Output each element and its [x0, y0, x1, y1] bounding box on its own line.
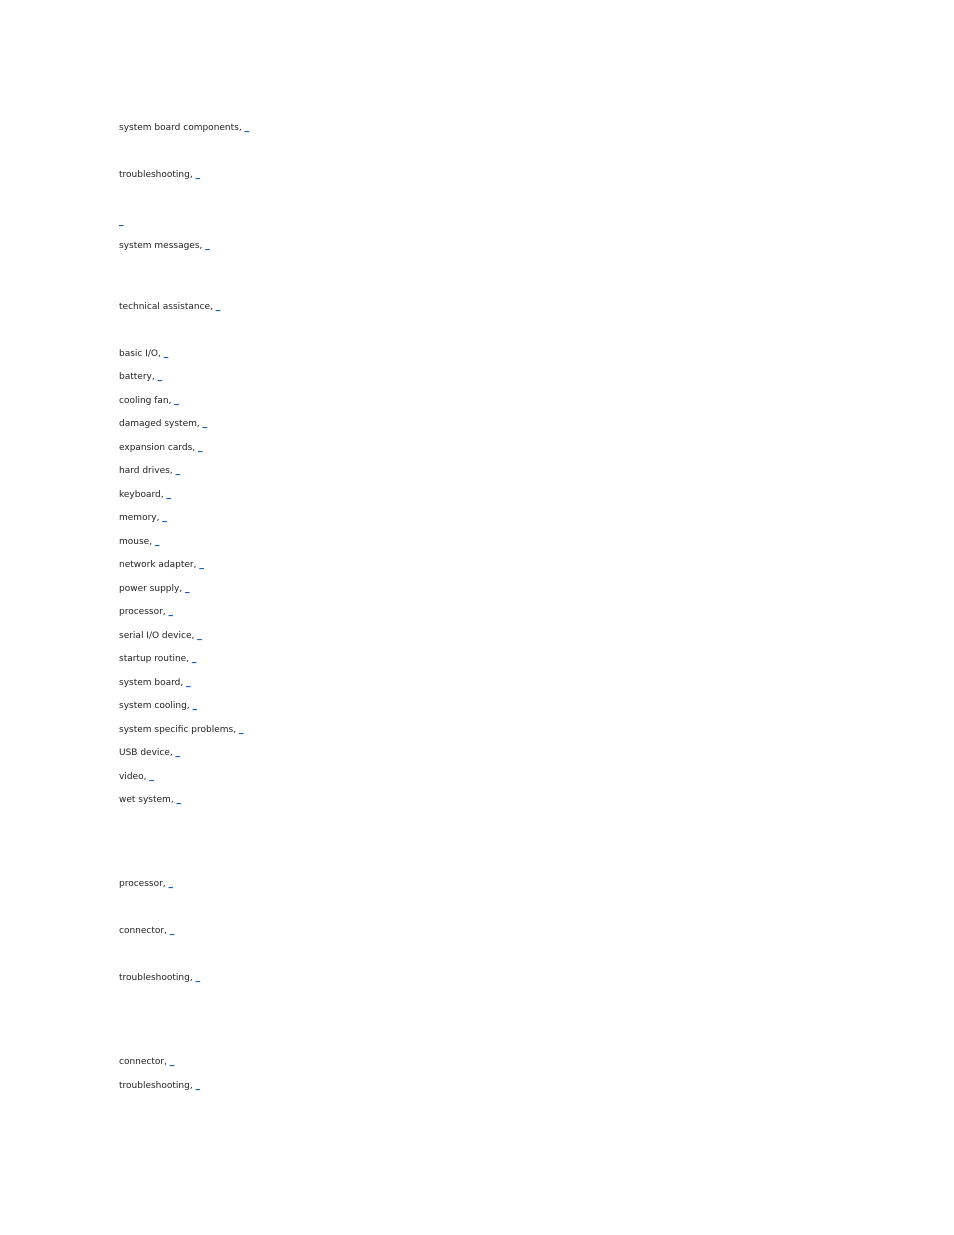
index-entry-troubleshooting	[119, 972, 200, 984]
index-entry-wet-system	[119, 794, 181, 806]
page-link[interactable]: _	[168, 607, 174, 617]
index-entry-processor	[119, 606, 173, 618]
entry-label: cooling fan,	[119, 396, 175, 406]
page-link[interactable]: _	[168, 879, 174, 889]
index-entry-connector	[119, 925, 174, 937]
index-entry-system-board-components	[119, 122, 249, 134]
index-entry-battery	[119, 371, 162, 383]
index-entry-expansion-cards	[119, 442, 203, 454]
page-link[interactable]: _	[202, 419, 208, 429]
page-link[interactable]: _	[174, 396, 179, 406]
page-link[interactable]: _	[199, 560, 204, 570]
page-link[interactable]: _	[192, 701, 197, 711]
entry-label: troubleshooting,	[119, 973, 196, 983]
page-link[interactable]: _	[238, 725, 244, 735]
entry-label: system messages,	[119, 241, 206, 251]
index-entry-processor	[119, 878, 173, 890]
entry-label: processor,	[119, 879, 169, 889]
entry-label: serial I/O device,	[119, 631, 198, 641]
page-link[interactable]: _	[162, 513, 167, 523]
page-link[interactable]: _	[195, 973, 201, 983]
entry-label: troubleshooting,	[119, 170, 196, 180]
page-link[interactable]: _	[244, 123, 250, 133]
entry-label: technical assistance,	[119, 302, 216, 312]
index-entry-basic-io	[119, 348, 168, 360]
page-link[interactable]: _	[195, 1081, 201, 1091]
entry-label: video,	[119, 772, 150, 782]
entry-label: system cooling,	[119, 701, 193, 711]
page-link[interactable]: _	[191, 654, 197, 664]
entry-label: system board,	[119, 678, 187, 688]
page-link[interactable]: _	[205, 241, 210, 251]
index-entry-technical-assistance	[119, 301, 220, 313]
index-entry-video	[119, 771, 154, 783]
index-entry-mouse	[119, 536, 159, 548]
page-link[interactable]: _	[215, 302, 221, 312]
index-entry-system-cooling	[119, 700, 197, 712]
page-link[interactable]: _	[185, 584, 190, 594]
index-entry-hard-drives	[119, 465, 180, 477]
index-entry-power-supply	[119, 583, 190, 595]
page-link[interactable]: _	[149, 772, 154, 782]
entry-label: wet system,	[119, 795, 177, 805]
entry-label: keyboard,	[119, 490, 167, 500]
page-link[interactable]: _	[169, 1057, 175, 1067]
index-entry-cooling-fan	[119, 395, 179, 407]
entry-label: hard drives,	[119, 466, 176, 476]
entry-label: connector,	[119, 1057, 170, 1067]
index-entry-keyboard	[119, 489, 171, 501]
page-link[interactable]: _	[163, 349, 169, 359]
entry-label: basic I/O,	[119, 349, 164, 359]
page-link[interactable]: _	[169, 926, 175, 936]
page-link[interactable]: _	[197, 631, 202, 641]
index-entry-damaged-system	[119, 418, 207, 430]
entry-label: system specific problems,	[119, 725, 239, 735]
page-link[interactable]: _	[119, 217, 124, 227]
entry-label: battery,	[119, 372, 158, 382]
index-entry-serial-io-device	[119, 630, 202, 642]
index-entry-system-board	[119, 677, 191, 689]
entry-label: power supply,	[119, 584, 186, 594]
page-link[interactable]: _	[175, 748, 181, 758]
entry-label: damaged system,	[119, 419, 203, 429]
page-link[interactable]: _	[195, 170, 201, 180]
index-entry-troubleshooting	[119, 169, 200, 181]
page-link[interactable]: _	[166, 490, 171, 500]
page-link[interactable]: _	[198, 443, 203, 453]
index-entry-network-adapter	[119, 559, 204, 571]
entry-label: processor,	[119, 607, 169, 617]
index-entry-troubleshooting	[119, 1080, 200, 1092]
page-link[interactable]: _	[176, 795, 182, 805]
entry-label: expansion cards,	[119, 443, 199, 453]
entry-label: startup routine,	[119, 654, 192, 664]
page-link[interactable]: _	[175, 466, 181, 476]
entry-label: system board components,	[119, 123, 245, 133]
index-entry-system-messages	[119, 240, 210, 252]
page-link[interactable]: _	[154, 537, 160, 547]
index-entry-startup-routine	[119, 653, 196, 665]
index-entry-system-specific-problems	[119, 724, 243, 736]
page-link[interactable]: _	[186, 678, 191, 688]
entry-label: mouse,	[119, 537, 155, 547]
entry-label: memory,	[119, 513, 163, 523]
entry-label: USB device,	[119, 748, 176, 758]
entry-label: connector,	[119, 926, 170, 936]
index-entry-memory	[119, 512, 167, 524]
index-entry-usb-device	[119, 747, 180, 759]
index-entry-link-only	[119, 216, 124, 228]
page-link[interactable]: _	[157, 372, 163, 382]
entry-label: troubleshooting,	[119, 1081, 196, 1091]
entry-label: network adapter,	[119, 560, 200, 570]
index-entry-connector	[119, 1056, 174, 1068]
